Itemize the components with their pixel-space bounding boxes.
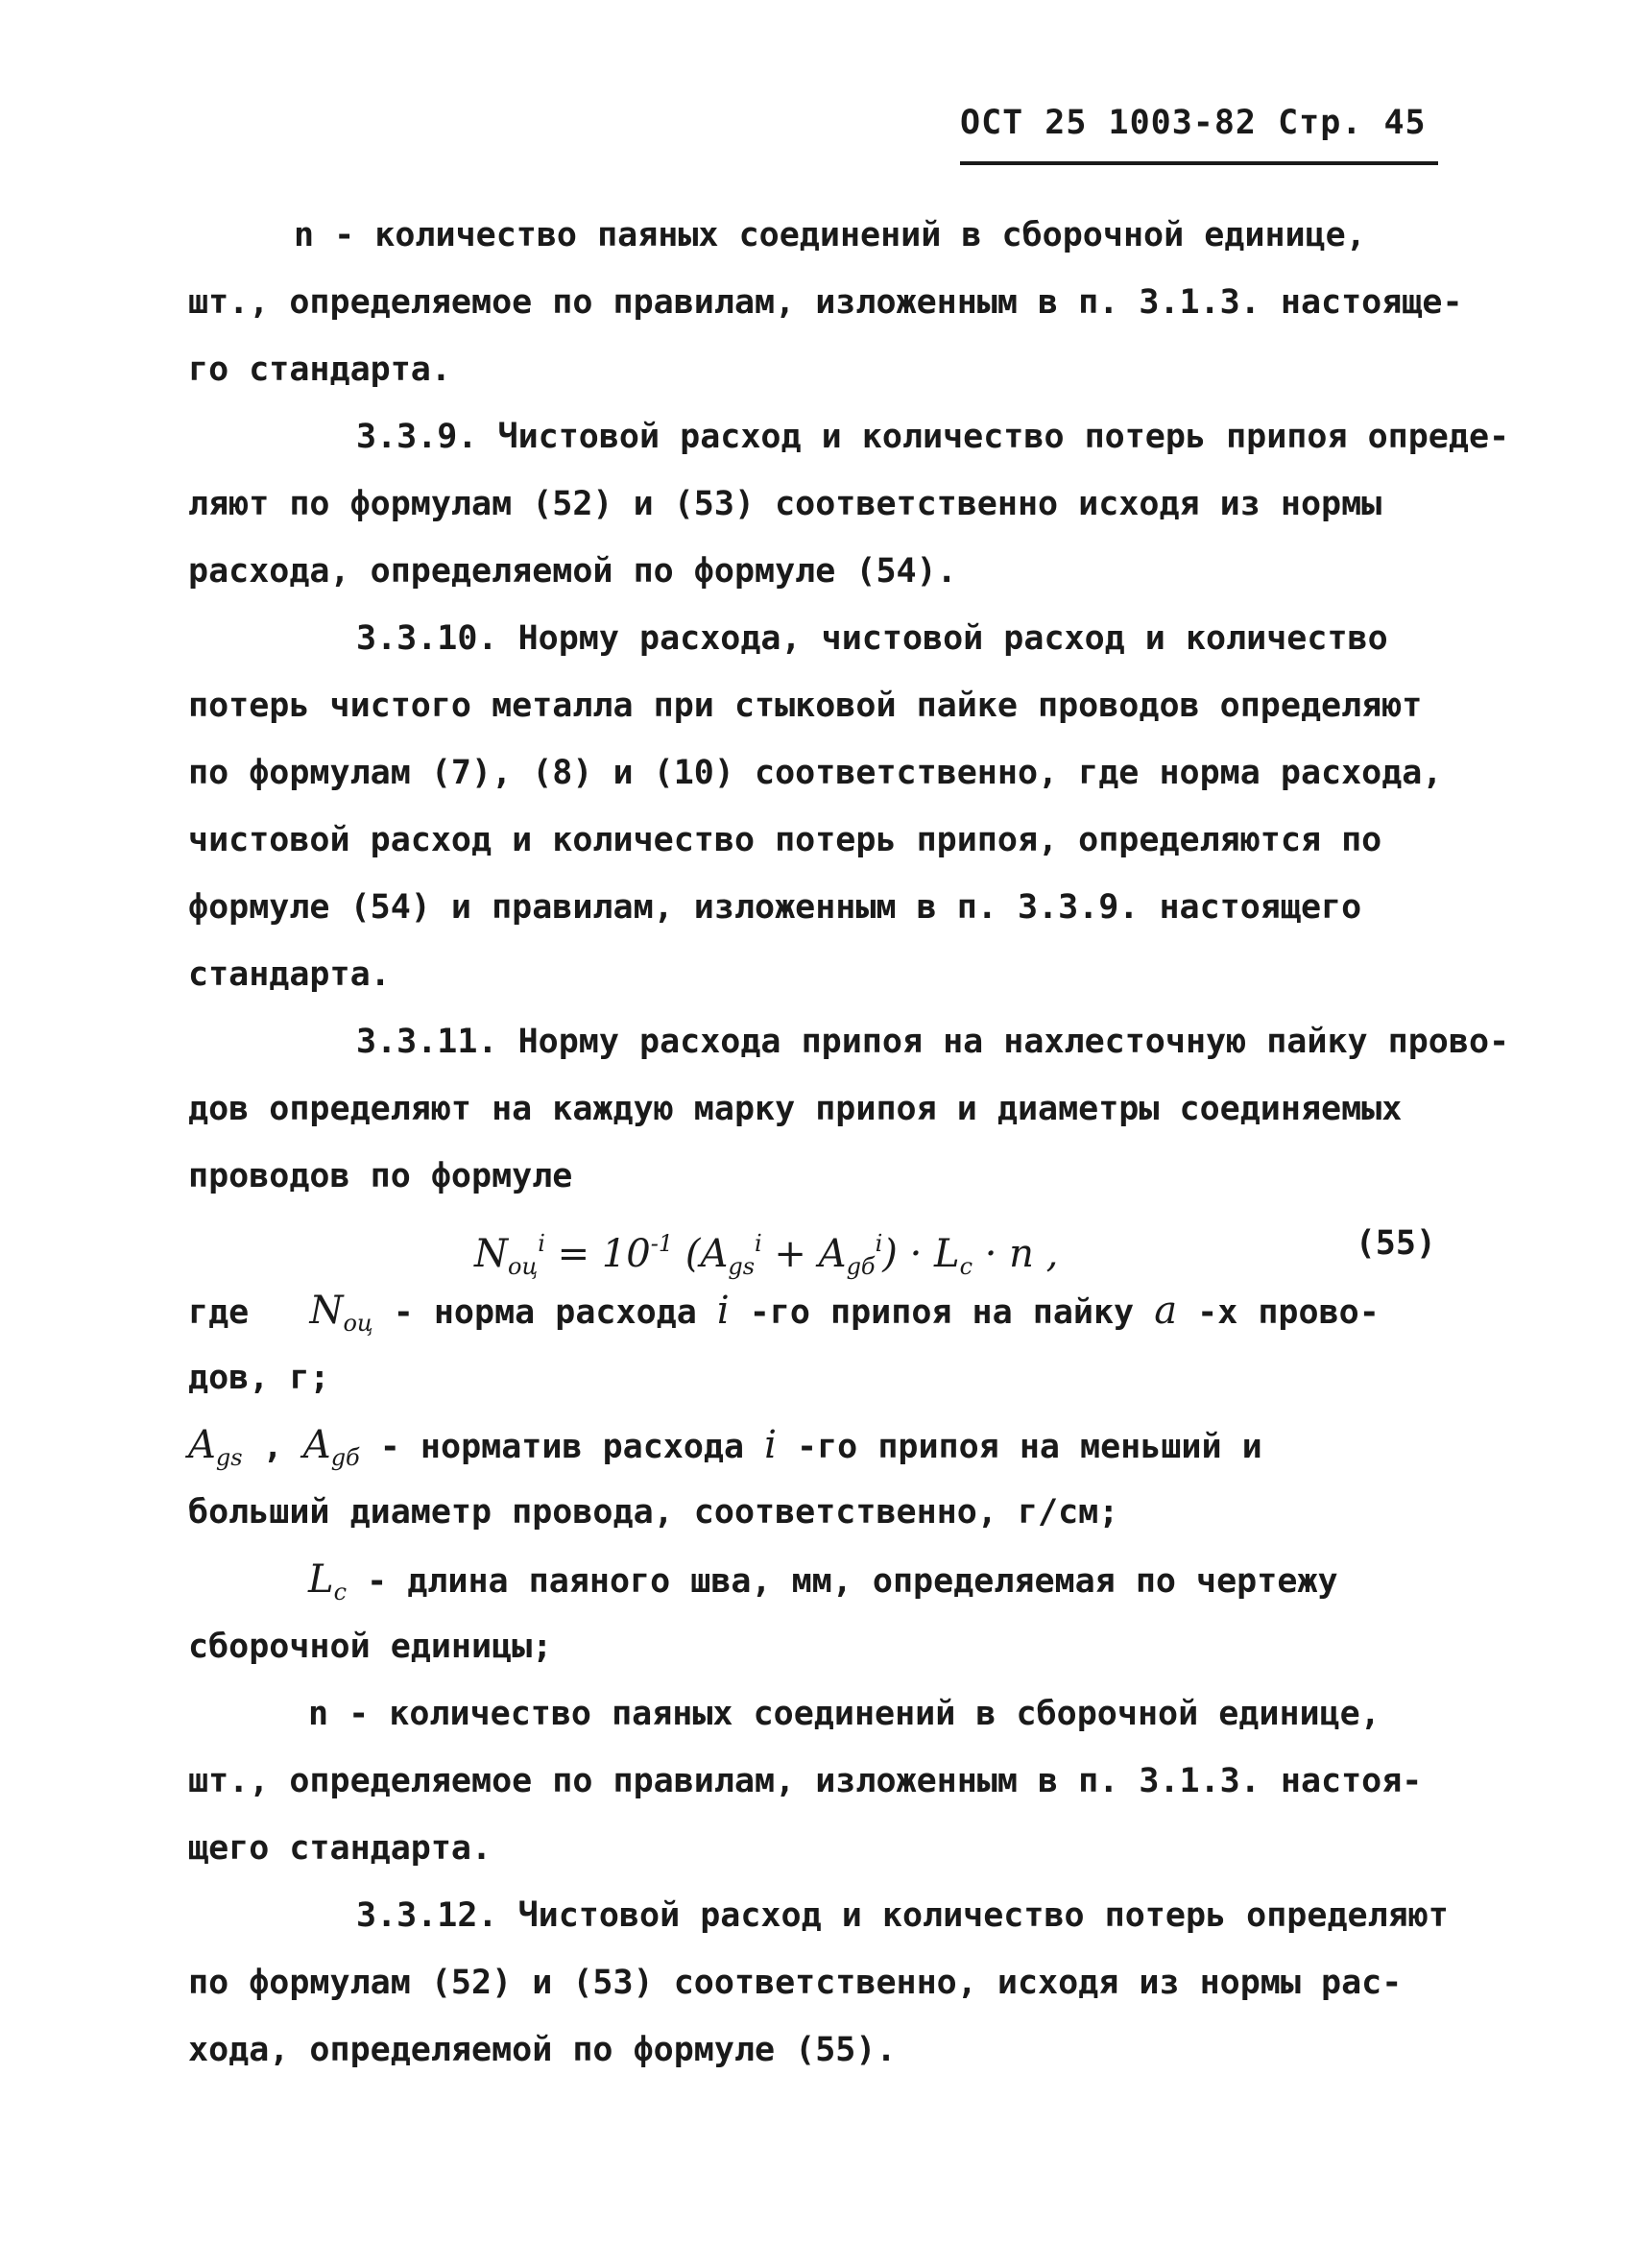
page-number: Стр. 45	[1278, 104, 1427, 142]
section-3-3-9-line: 3.3.9. Чистовой расход и количество потерь припоя опреде-	[356, 418, 1510, 456]
text-line: проводов по формуле	[188, 1157, 573, 1195]
text-line: стандарта.	[188, 955, 391, 994]
definition-n-oc: где $N_{оц}$ - норма расхода i -го припоя на пайку a -х прово-	[188, 1289, 1380, 1337]
text-line: дов, г;	[188, 1359, 330, 1397]
text-line: по формулам (52) и (53) соответственно, исходя из нормы рас-	[188, 1964, 1403, 2002]
equation-55	[188, 1210, 1465, 1280]
definition-n: n - количество паяных соединений в сборочной единице,	[308, 1695, 1381, 1733]
text-line: расхода, определяемой по формуле (54).	[188, 552, 957, 591]
equation-number: (55)	[1355, 1224, 1436, 1263]
text-line: чистовой расход и количество потерь припоя, определяются по	[188, 821, 1382, 859]
text-line: шт., определяемое по правилам, изложенным в п. 3.1.3. настоя-	[188, 1762, 1423, 1800]
text-line: n - количество паяных соединений в сборочной единице,	[294, 216, 1366, 254]
definition-l-c: $L_c$ - длина паяного шва, мм, определяемая по чертежу	[308, 1557, 1338, 1605]
header-underline	[960, 161, 1438, 165]
text-line: сборочной единицы;	[188, 1628, 553, 1666]
document-body	[188, 202, 1510, 2084]
text-line: больший диаметр провода, соответственно, г/см;	[188, 1493, 1119, 1532]
text-line: го стандарта.	[188, 350, 451, 389]
text-line: дов определяют на каждую марку припоя и диаметры соединяемых	[188, 1090, 1403, 1128]
section-3-3-11-line: 3.3.11. Норму расхода припоя на нахлесточную пайку прово-	[356, 1023, 1510, 1061]
text-line: потерь чистого металла при стыковой пайке проводов определяют	[188, 687, 1423, 725]
standard-number: ОСТ 25 1003-82	[960, 104, 1258, 142]
section-3-3-12-line: 3.3.12. Чистовой расход и количество потерь определяют	[356, 1896, 1449, 1935]
text-line: формуле (54) и правилам, изложенным в п. 3.3.9. настоящего	[188, 888, 1362, 927]
definition-a-gs-gb: $A_{gs}$ , $A_{gб}$ - норматив расхода i -го припоя на меньший и	[188, 1423, 1262, 1471]
text-line: по формулам (7), (8) и (10) соответственно, где норма расхода,	[188, 754, 1443, 792]
text-line: хода, определяемой по формуле (55).	[188, 2031, 897, 2069]
page-header	[960, 104, 1427, 142]
text-line: шт., определяемое по правилам, изложенным в п. 3.1.3. настояще-	[188, 283, 1463, 322]
text-line: щего стандарта.	[188, 1829, 492, 1868]
text-line: ляют по формулам (52) и (53) соответственно исходя из нормы	[188, 485, 1382, 523]
formula: $N_{оц}^i = 10^{-1}$ $(A_{gs}^i + A_{gб}^i) \cdot L_c \cdot n$ ,	[474, 1230, 1059, 1280]
section-3-3-10-line: 3.3.10. Норму расхода, чистовой расход и количество	[356, 619, 1388, 658]
